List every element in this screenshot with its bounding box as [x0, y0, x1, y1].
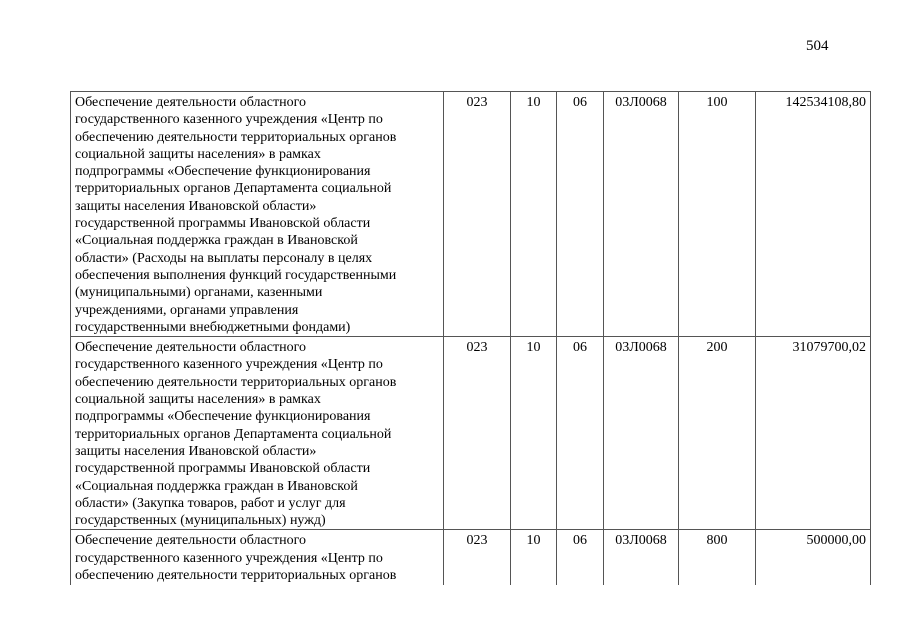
row-description: Обеспечение деятельности областного государственного казенного учреждения «Центр по обеспечению деятельности территориальных органов: [71, 530, 444, 586]
subsection-code: 06: [557, 530, 604, 586]
amount: 500000,00: [756, 530, 871, 586]
target-code: 03Л0068: [604, 92, 679, 337]
section-code: 10: [511, 530, 557, 586]
table-row: [71, 337, 871, 530]
section-code: 10: [511, 92, 557, 337]
target-code: 03Л0068: [604, 337, 679, 530]
expense-type-code: 800: [679, 530, 756, 586]
row-description: Обеспечение деятельности областного государственного казенного учреждения «Центр по обеспечению деятельности территориальных органов социальной защиты населения» в рамках подпрограммы «Обеспечение функционирования территориальных органов Департамента социальной защиты населения Ивановской области» государственной программы Ивановской области «Социальная поддержка граждан в Ивановской области» (Расходы на выплаты персоналу в целях обеспечения выполнения функций государственными (муниципальными) органами, казенными учреждениями, органами управления государственными внебюджетными фондами): [71, 92, 444, 337]
amount: 142534108,80: [756, 92, 871, 337]
subsection-code: 06: [557, 92, 604, 337]
table-row: [71, 530, 871, 586]
amount: 31079700,02: [756, 337, 871, 530]
page-number: 504: [806, 38, 829, 54]
target-code: 03Л0068: [604, 530, 679, 586]
subsection-code: 06: [557, 337, 604, 530]
ministry-code: 023: [444, 337, 511, 530]
table-row: [71, 92, 871, 337]
ministry-code: 023: [444, 92, 511, 337]
expense-type-code: 200: [679, 337, 756, 530]
row-description: Обеспечение деятельности областного государственного казенного учреждения «Центр по обеспечению деятельности территориальных органов социальной защиты населения» в рамках подпрограммы «Обеспечение функционирования территориальных органов Департамента социальной защиты населения Ивановской области» государственной программы Ивановской области «Социальная поддержка граждан в Ивановской области» (Закупка товаров, работ и услуг для государственных (муниципальных) нужд): [71, 337, 444, 530]
budget-table: [70, 91, 871, 585]
ministry-code: 023: [444, 530, 511, 586]
section-code: 10: [511, 337, 557, 530]
expense-type-code: 100: [679, 92, 756, 337]
